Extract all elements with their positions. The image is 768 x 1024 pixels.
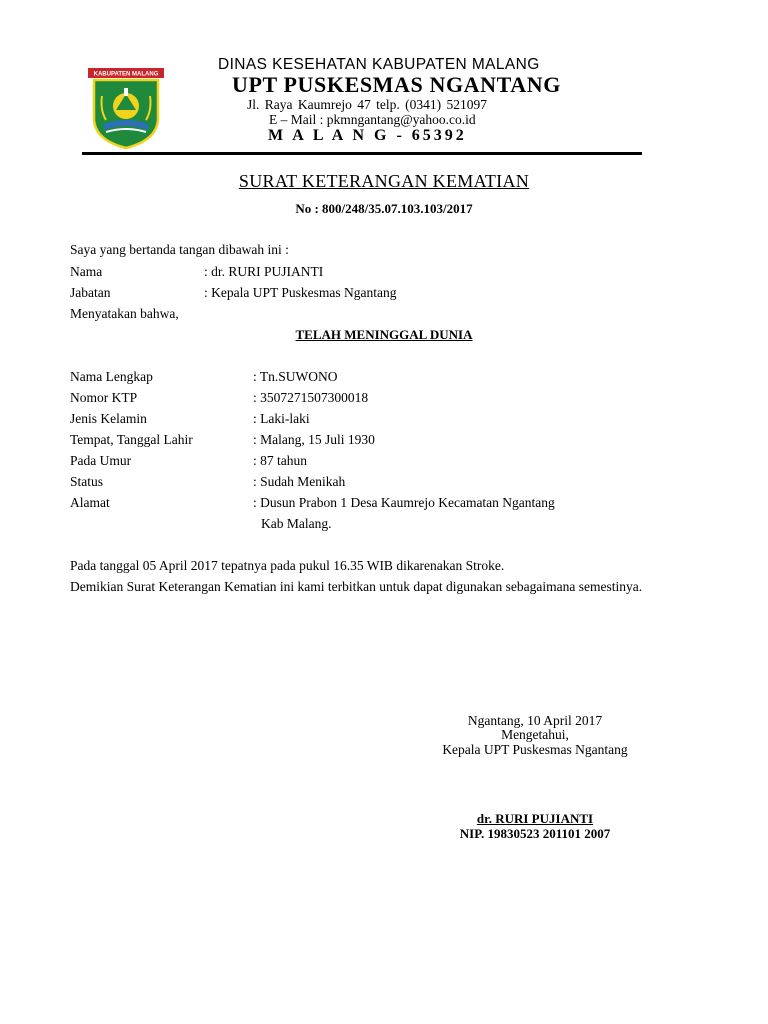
gender-value: : Laki-laki bbox=[253, 411, 310, 426]
signature-name: dr. RURI PUJIANTI bbox=[476, 811, 594, 826]
clinic-address: Jl. Raya Kaumrejo 47 telp. (0341) 521097 bbox=[247, 97, 487, 112]
clinic-city: M A L A N G - 65392 bbox=[268, 127, 467, 144]
signer-position-value: : Kepala UPT Puskesmas Ngantang bbox=[204, 285, 397, 300]
signature-acknowledged: Mengetahui, bbox=[501, 727, 569, 742]
age-value: : 87 tahun bbox=[253, 453, 307, 468]
deceased-name-label: Nama Lengkap bbox=[70, 369, 153, 384]
address-value: : Dusun Prabon 1 Desa Kaumrejo Kecamatan Ngantang bbox=[253, 495, 555, 510]
kabupaten-malang-logo bbox=[86, 66, 166, 150]
declares-text: Menyatakan bahwa, bbox=[70, 306, 179, 321]
death-date-paragraph: Pada tanggal 05 April 2017 tepatnya pada pukul 16.35 WIB dikarenakan Stroke. bbox=[70, 558, 505, 573]
marital-status-value: : Sudah Menikah bbox=[253, 474, 346, 489]
gender-label: Jenis Kelamin bbox=[70, 411, 147, 426]
clinic-email: E – Mail : pkmngantang@yahoo.co.id bbox=[269, 112, 476, 127]
signature-place-date: Ngantang, 10 April 2017 bbox=[467, 713, 603, 728]
address-continuation: Kab Malang. bbox=[261, 516, 332, 531]
clinic-name: UPT PUSKESMAS NGANTANG bbox=[232, 72, 561, 97]
signature-position: Kepala UPT Puskesmas Ngantang bbox=[442, 742, 628, 757]
letterhead-divider bbox=[82, 152, 642, 155]
document-title: SURAT KETERANGAN KEMATIAN bbox=[238, 171, 530, 191]
signer-name-value: : dr. RURI PUJIANTI bbox=[204, 264, 324, 279]
age-label: Pada Umur bbox=[70, 453, 132, 468]
closing-paragraph: Demikian Surat Keterangan Kematian ini kami terbitkan untuk dapat digunakan sebagaimana semestinya. bbox=[70, 579, 643, 594]
logo-text: KABUPATEN MALANG bbox=[93, 71, 159, 78]
birth-value: : Malang, 15 Juli 1930 bbox=[253, 432, 375, 447]
ktp-label: Nomor KTP bbox=[70, 390, 138, 405]
signer-name-label: Nama bbox=[70, 264, 103, 279]
document-number: No : 800/248/35.07.103.103/2017 bbox=[295, 201, 473, 216]
marital-status-label: Status bbox=[70, 474, 104, 489]
death-statement-heading: TELAH MENINGGAL DUNIA bbox=[295, 327, 473, 342]
agency-name: DINAS KESEHATAN KABUPATEN MALANG bbox=[218, 56, 540, 73]
signer-position-label: Jabatan bbox=[70, 285, 111, 300]
address-label: Alamat bbox=[70, 495, 110, 510]
deceased-name-value: : Tn.SUWONO bbox=[253, 369, 338, 384]
ktp-value: : 3507271507300018 bbox=[253, 390, 369, 405]
birth-label: Tempat, Tanggal Lahir bbox=[70, 432, 193, 447]
signature-nip: NIP. 19830523 201101 2007 bbox=[459, 826, 611, 841]
intro-text: Saya yang bertanda tangan dibawah ini : bbox=[70, 242, 289, 257]
